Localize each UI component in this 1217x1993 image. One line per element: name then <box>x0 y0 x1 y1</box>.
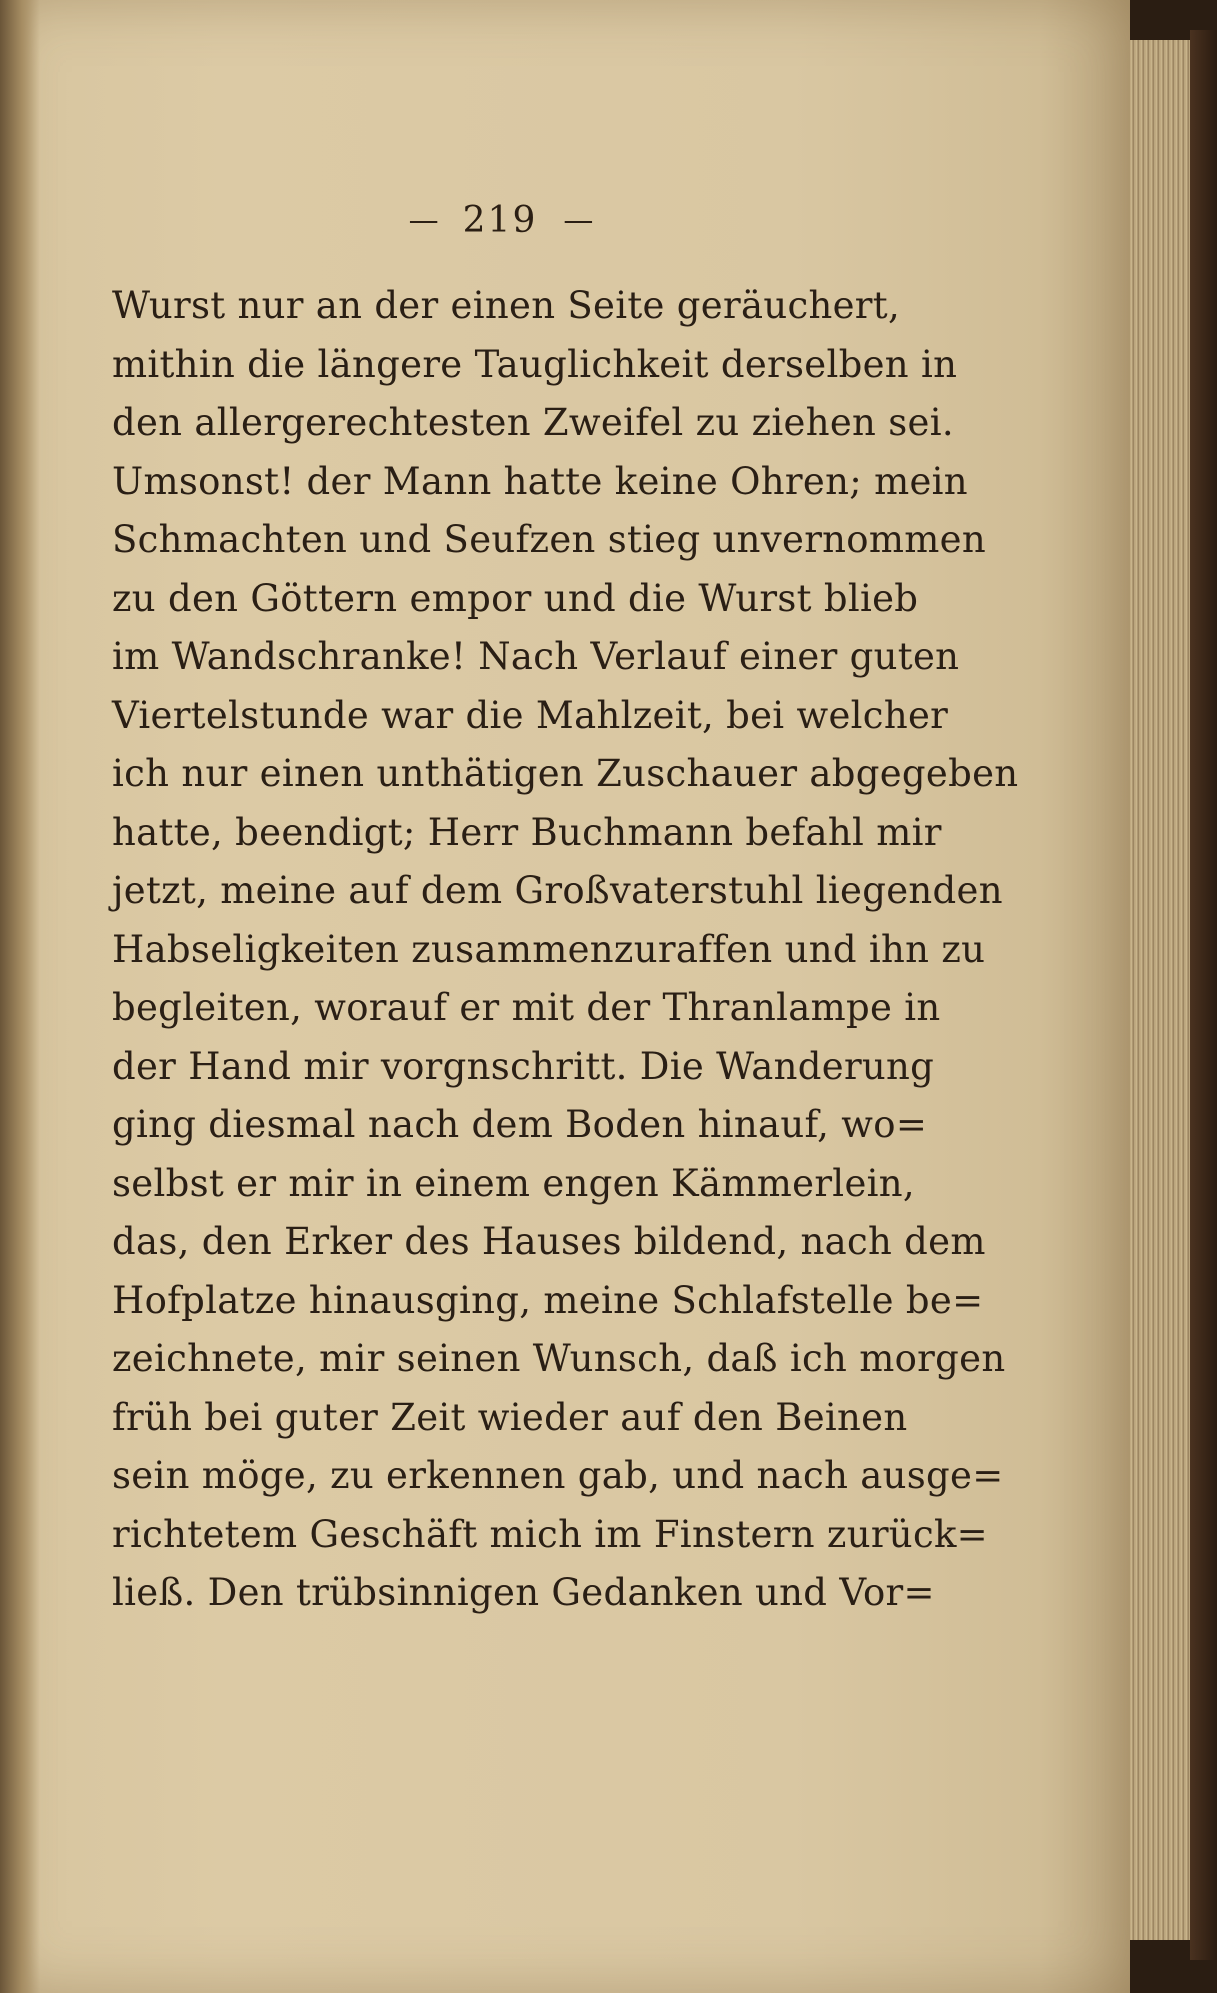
book-cover-edge <box>1190 30 1217 1960</box>
text-line: Habseligkeiten zusammenzuraffen und ihn zu <box>112 927 986 971</box>
page-number-dash-left: — <box>408 202 437 238</box>
text-line: Viertelstunde war die Mahlzeit, bei welcher <box>112 693 949 737</box>
text-line: Wurst nur an der einen Seite geräuchert, <box>112 284 901 327</box>
text-line: ließ. Den trübsinnigen Gedanken und Vor= <box>112 1571 935 1614</box>
page-number: 219 <box>462 199 538 241</box>
text-line: jetzt, meine auf dem Großvaterstuhl liegenden <box>112 869 1003 912</box>
text-line: früh bei guter Zeit wieder auf den Beinen <box>112 1395 908 1439</box>
text-line: selbst er mir in einem engen Kämmerlein, <box>112 1161 915 1205</box>
text-line: der Hand mir vorgnschritt. Die Wanderung <box>112 1044 935 1088</box>
text-line: im Wandschranke! Nach Verlauf einer guten <box>112 635 960 678</box>
text-line: ich nur einen unthätigen Zuschauer abgegeben <box>112 752 1019 795</box>
page-number-header <box>380 195 620 245</box>
text-line: ging diesmal nach dem Boden hinauf, wo= <box>112 1103 928 1146</box>
text-line: den allergerechtesten Zweifel zu ziehen sei. <box>112 401 954 444</box>
text-line: begleiten, worauf er mit der Thranlampe in <box>112 986 941 1029</box>
text-line: zu den Göttern empor und die Wurst blieb <box>112 576 919 620</box>
text-line: richtetem Geschäft mich im Finstern zurück= <box>112 1512 988 1556</box>
text-line: zeichnete, mir seinen Wunsch, daß ich morgen <box>112 1337 1006 1380</box>
body-text <box>112 277 1019 1623</box>
text-line: das, den Erker des Hauses bildend, nach dem <box>112 1220 986 1263</box>
text-line: Umsonst! der Mann hatte keine Ohren; mein <box>112 459 968 503</box>
text-line: sein möge, zu erkennen gab, und nach ausge= <box>112 1454 1004 1497</box>
page-stack-edge <box>1130 40 1196 1940</box>
page-gutter <box>0 0 40 1993</box>
text-line: mithin die längere Tauglichkeit derselben in <box>112 342 958 386</box>
text-line: Hofplatze hinausging, meine Schlafstelle be= <box>112 1278 984 1322</box>
text-line: Schmachten und Seufzen stieg unvernommen <box>112 518 986 561</box>
page-number-dash-right: — <box>563 202 592 238</box>
text-line: hatte, beendigt; Herr Buchmann befahl mir <box>112 810 942 854</box>
